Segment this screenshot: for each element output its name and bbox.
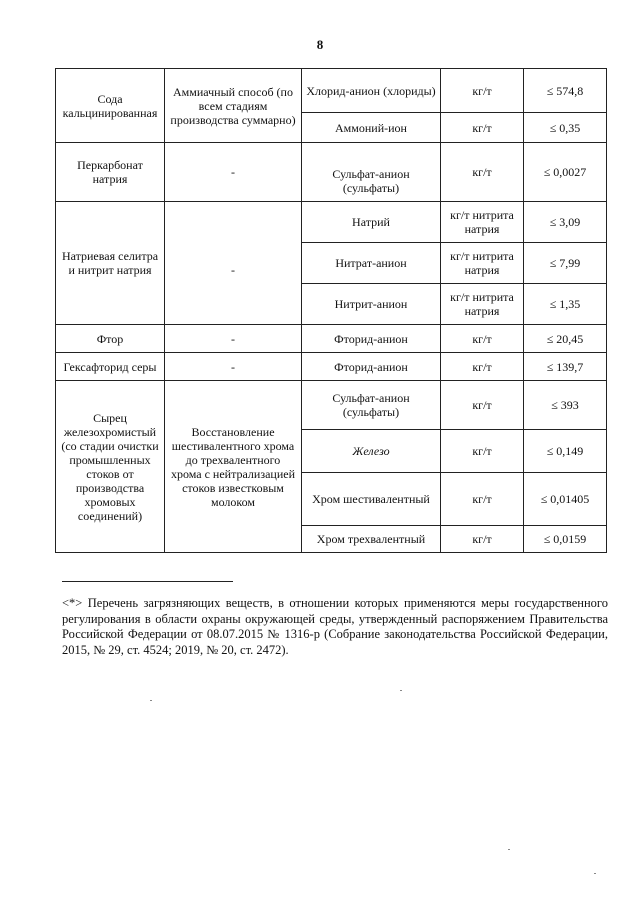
unit-cell: кг/т xyxy=(441,143,524,202)
pollutant-cell: Сульфат-анион (сульфаты) xyxy=(302,143,441,202)
scan-speck xyxy=(400,690,402,691)
table-row xyxy=(56,325,607,353)
value-cell: ≤ 0,0159 xyxy=(524,526,607,553)
pollutant-cell: Нитрит-анион xyxy=(302,284,441,325)
value-cell: ≤ 0,01405 xyxy=(524,473,607,526)
table-row xyxy=(56,381,607,430)
page-number: 8 xyxy=(316,37,324,52)
pollutant-cell: Фторид-анион xyxy=(302,325,441,353)
unit-cell: кг/т нитрита натрия xyxy=(441,284,524,325)
method-cell: Восстановление шестивалентного хрома до трехвалентного хрома с нейтрализацией стоков известковым молоком xyxy=(165,381,302,553)
unit-cell: кг/т xyxy=(441,353,524,381)
value-cell: ≤ 574,8 xyxy=(524,69,607,113)
method-cell: Аммиачный способ (по всем стадиям производства суммарно) xyxy=(165,69,302,143)
method-cell: - xyxy=(165,143,302,202)
unit-cell: кг/т xyxy=(441,430,524,473)
unit-cell: кг/т xyxy=(441,69,524,113)
unit-cell: кг/т xyxy=(441,381,524,430)
pollutant-cell: Хром шестивалентный xyxy=(302,473,441,526)
substance-cell: Перкарбонат натрия xyxy=(56,143,165,202)
scan-speck xyxy=(508,849,510,850)
unit-cell: кг/т нитрита натрия xyxy=(441,202,524,243)
unit-cell: кг/т xyxy=(441,473,524,526)
value-cell: ≤ 0,35 xyxy=(524,113,607,143)
pollutant-cell: Сульфат-анион (сульфаты) xyxy=(302,381,441,430)
method-cell: - xyxy=(165,202,302,325)
value-cell: ≤ 1,35 xyxy=(524,284,607,325)
pollutant-cell: Хлорид-анион (хлориды) xyxy=(302,69,441,113)
substance-cell: Гексафторид серы xyxy=(56,353,165,381)
table-row xyxy=(56,353,607,381)
substance-cell: Натриевая селитра и нитрит натрия xyxy=(56,202,165,325)
unit-cell: кг/т xyxy=(441,325,524,353)
unit-cell: кг/т нитрита натрия xyxy=(441,243,524,284)
method-cell: - xyxy=(165,325,302,353)
method-cell: - xyxy=(165,353,302,381)
pollutant-cell: Хром трехвалентный xyxy=(302,526,441,553)
table-row xyxy=(56,69,607,113)
substance-cell: Сырец железохромистый (со стадии очистки промышленных стоков от производства хромовых соединений) xyxy=(56,381,165,553)
pollutant-cell: Натрий xyxy=(302,202,441,243)
pollutant-cell: Фторид-анион xyxy=(302,353,441,381)
footnote: <*> Перечень загрязняющих веществ, в отношении которых применяются меры государственного регулирования в области охраны окружающей среды, утвержденный распоряжением Правительства Российской Федерации от 08.07.2015 № 1316-р (Собрание законодательства Российской Федерации, 2015, № 29, ст. 4524; 2019, № 20, ст. 2472). xyxy=(62,596,608,657)
unit-cell: кг/т xyxy=(441,113,524,143)
value-cell: ≤ 20,45 xyxy=(524,325,607,353)
value-cell: ≤ 0,0027 xyxy=(524,143,607,202)
pollutant-cell: Железо xyxy=(302,430,441,473)
table-row xyxy=(56,202,607,243)
value-cell: ≤ 139,7 xyxy=(524,353,607,381)
footnote-separator xyxy=(62,581,233,582)
value-cell: ≤ 7,99 xyxy=(524,243,607,284)
scan-speck xyxy=(150,700,152,701)
value-cell: ≤ 3,09 xyxy=(524,202,607,243)
table-row xyxy=(56,143,607,202)
pollutant-cell: Нитрат-анион xyxy=(302,243,441,284)
substance-cell: Сода кальцинированная xyxy=(56,69,165,143)
value-cell: ≤ 393 xyxy=(524,381,607,430)
emission-norms-table xyxy=(55,68,607,553)
value-cell: ≤ 0,149 xyxy=(524,430,607,473)
unit-cell: кг/т xyxy=(441,526,524,553)
scan-speck xyxy=(594,873,596,874)
substance-cell: Фтор xyxy=(56,325,165,353)
pollutant-cell: Аммоний-ион xyxy=(302,113,441,143)
